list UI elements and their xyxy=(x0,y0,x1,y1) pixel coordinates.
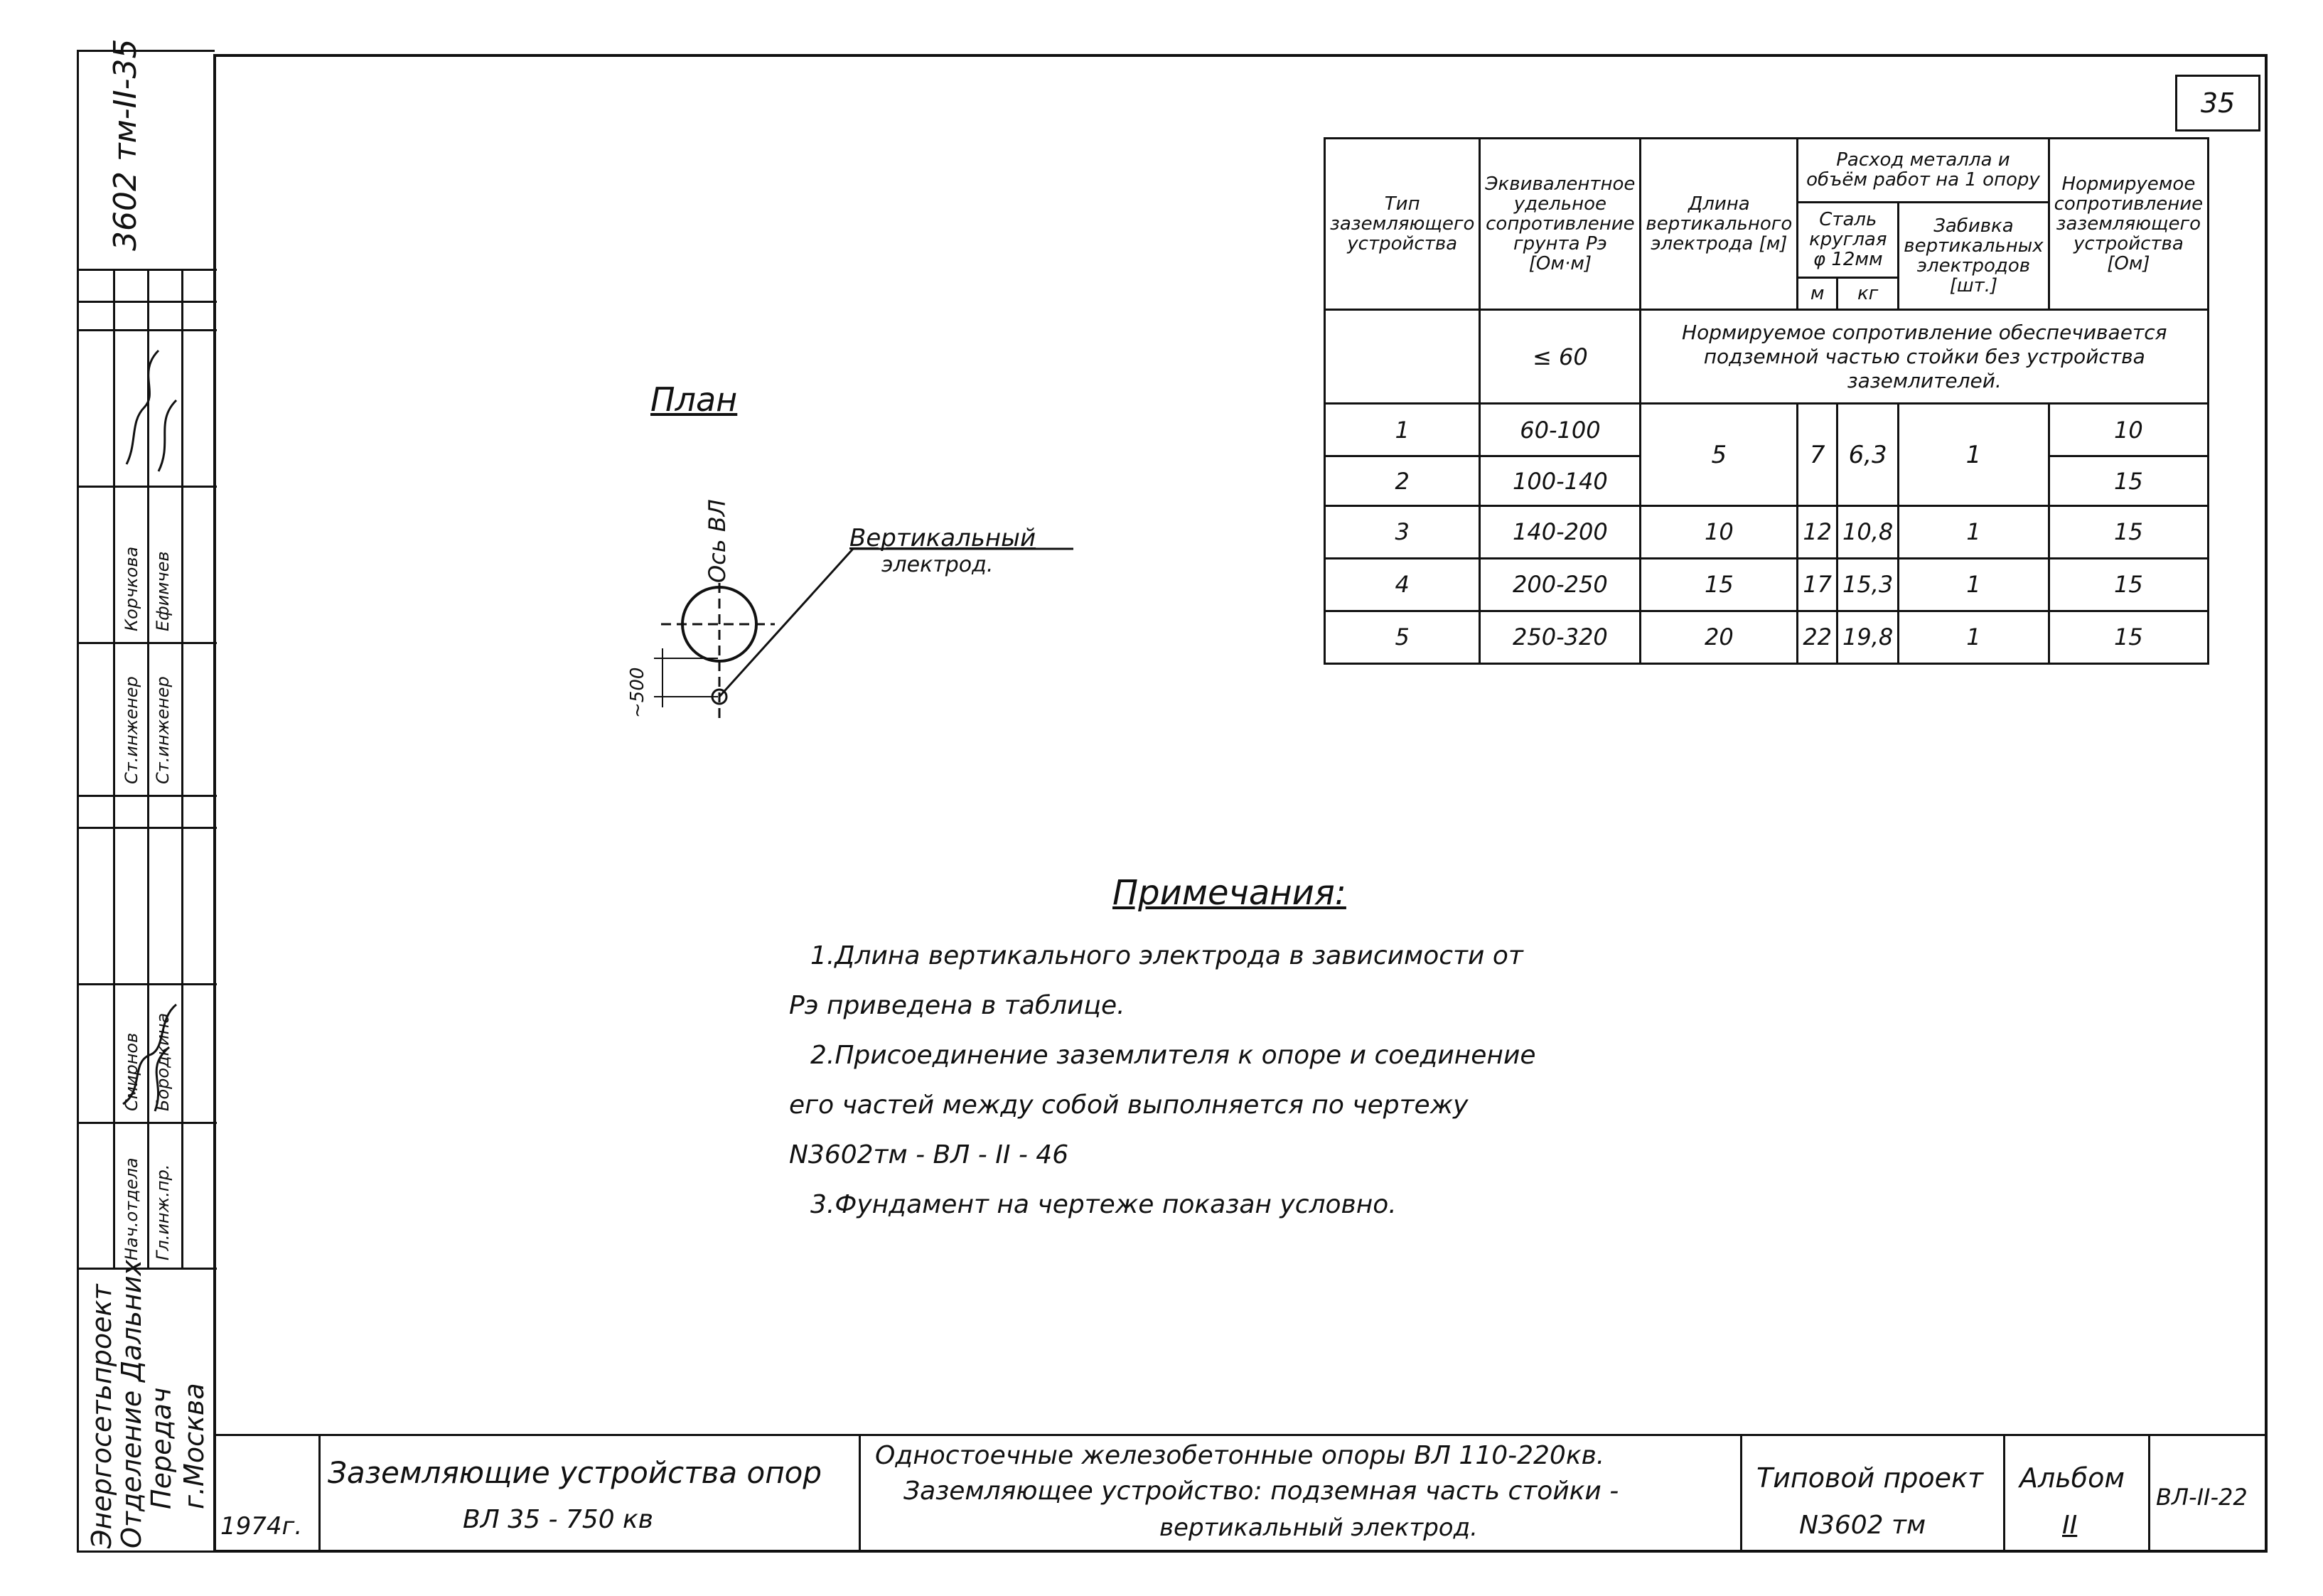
row1-count: 1 xyxy=(1899,404,2049,506)
tb-title-cell xyxy=(318,1434,859,1553)
tb-project-1: Типовой проект xyxy=(1756,1462,1984,1494)
hdr-drive: Забивка вертикальных электродов [шт.] xyxy=(1899,202,2049,309)
note-line-2: Рэ приведена в таблице. xyxy=(789,991,1125,1020)
tb-project-2: N3602 тм xyxy=(1799,1511,1926,1540)
tb-desc-2: Заземляющее устройство: подземная часть стойки - xyxy=(903,1477,1619,1506)
row4-norm: 15 xyxy=(2049,558,2208,611)
row5-kg: 19,8 xyxy=(1838,611,1899,663)
drawing-code: 3602 тм-II-35 xyxy=(107,38,144,251)
row5-m: 22 xyxy=(1798,611,1838,663)
note-line-1: 1.Длина вертикального электрода в зависимости от xyxy=(810,941,1523,970)
row4-m: 17 xyxy=(1798,558,1838,611)
role-3: Ст.инженер xyxy=(122,676,141,784)
hdr-group: Расход металла и объём работ на 1 опору xyxy=(1798,139,2049,203)
row5-res: 250-320 xyxy=(1480,611,1641,663)
note-line-4: его частей между собой выполняется по чертежу xyxy=(789,1091,1469,1120)
dimension-label: ~500 xyxy=(627,667,648,718)
signature-mark xyxy=(116,990,187,1118)
row3-m: 12 xyxy=(1798,505,1838,558)
grounding-table xyxy=(1324,137,2209,665)
org-line-4: г.Москва xyxy=(178,1383,210,1509)
side-stamp xyxy=(77,38,215,1553)
row3-length: 10 xyxy=(1641,505,1798,558)
hdr-steel-kg: кг xyxy=(1838,278,1899,310)
row1-kg: 6,3 xyxy=(1838,404,1899,506)
plan-drawing xyxy=(618,462,1130,732)
hdr-type: Тип заземляющего устройства xyxy=(1325,139,1480,310)
hdr-norm: Нормируемое сопротивление заземляющего устройства [Ом] xyxy=(2049,139,2208,310)
axis-label: Ось ВЛ xyxy=(704,499,731,583)
row2-norm: 15 xyxy=(2049,456,2208,506)
row1-m: 7 xyxy=(1798,404,1838,506)
note-line-3: 2.Присоединение заземлителя к опоре и соединение xyxy=(810,1041,1536,1070)
role-4: Ст.инженер xyxy=(153,676,173,784)
cell-empty xyxy=(1325,310,1480,404)
tb-album-cell xyxy=(2003,1434,2148,1553)
row1-type: 1 xyxy=(1325,404,1480,456)
row3-count: 1 xyxy=(1899,505,2049,558)
tb-desc-3: вертикальный электрод. xyxy=(1159,1514,1478,1542)
hdr-length: Длина вертикального электрода [м] xyxy=(1641,139,1798,310)
row5-norm: 15 xyxy=(2049,611,2208,663)
row3-kg: 10,8 xyxy=(1838,505,1899,558)
tb-project-cell xyxy=(1740,1434,2003,1553)
name-1: Смирнов xyxy=(122,1032,141,1111)
row3-norm: 15 xyxy=(2049,505,2208,558)
tb-code-cell xyxy=(2148,1434,2268,1553)
plan-title: План xyxy=(650,380,738,419)
row4-length: 15 xyxy=(1641,558,1798,611)
tb-album-2: II xyxy=(2062,1511,2078,1540)
row5-type: 5 xyxy=(1325,611,1480,663)
org-line-3: Передач xyxy=(146,1387,177,1509)
hdr-resistivity: Эквивалентное удельное сопротивление грунта Рэ [Ом·м] xyxy=(1480,139,1641,310)
row4-res: 200-250 xyxy=(1480,558,1641,611)
row2-type: 2 xyxy=(1325,456,1480,506)
row1-res: 60-100 xyxy=(1480,404,1641,456)
row4-type: 4 xyxy=(1325,558,1480,611)
tb-code: ВЛ-II-22 xyxy=(2156,1484,2248,1511)
tb-desc-1: Одностоечные железобетонные опоры ВЛ 110-220кв. xyxy=(875,1441,1605,1470)
sheet-number: 35 xyxy=(2175,75,2260,132)
electrode-label-1: Вертикальный xyxy=(849,524,1036,552)
cell-first-note: Нормируемое сопротивление обеспечивается подземной частью стойки без устройства заземлителей. xyxy=(1641,310,2209,404)
tb-title-1: Заземляющие устройства опор xyxy=(328,1455,822,1490)
row4-kg: 15,3 xyxy=(1838,558,1899,611)
name-4: Ефимчев xyxy=(153,551,173,631)
row3-type: 3 xyxy=(1325,505,1480,558)
row3-res: 140-200 xyxy=(1480,505,1641,558)
tb-album-1: Альбом xyxy=(2019,1462,2125,1494)
hdr-steel-m: м xyxy=(1798,278,1838,310)
role-2: Гл.инж.пр. xyxy=(153,1164,173,1260)
row1-norm: 10 xyxy=(2049,404,2208,456)
tb-year-cell xyxy=(213,1434,318,1553)
tb-year: 1974г. xyxy=(220,1512,303,1541)
name-2: Бородкина xyxy=(153,1012,173,1111)
name-3: Корчкова xyxy=(122,546,141,631)
role-1: Нач.отдела xyxy=(122,1157,141,1260)
electrode-label-2: электрод. xyxy=(881,552,994,577)
org-line-1: Энергосетьпроект xyxy=(86,1284,117,1548)
notes-title: Примечания: xyxy=(1112,873,1346,913)
row2-res: 100-140 xyxy=(1480,456,1641,506)
notes-body xyxy=(789,931,1628,1230)
note-line-5: N3602тм - ВЛ - II - 46 xyxy=(789,1140,1069,1169)
row5-length: 20 xyxy=(1641,611,1798,663)
signature-mark-2 xyxy=(116,336,187,478)
tb-desc-cell xyxy=(859,1434,1740,1553)
cell-res-first: ≤ 60 xyxy=(1480,310,1641,404)
tb-title-2: ВЛ 35 - 750 кв xyxy=(463,1505,654,1534)
row5-count: 1 xyxy=(1899,611,2049,663)
hdr-steel: Сталь круглая φ 12мм xyxy=(1798,202,1899,278)
row1-length: 5 xyxy=(1641,404,1798,506)
note-line-6: 3.Фундамент на чертеже показан условно. xyxy=(810,1190,1397,1219)
org-line-2: Отделение Дальних xyxy=(116,1259,147,1548)
row4-count: 1 xyxy=(1899,558,2049,611)
